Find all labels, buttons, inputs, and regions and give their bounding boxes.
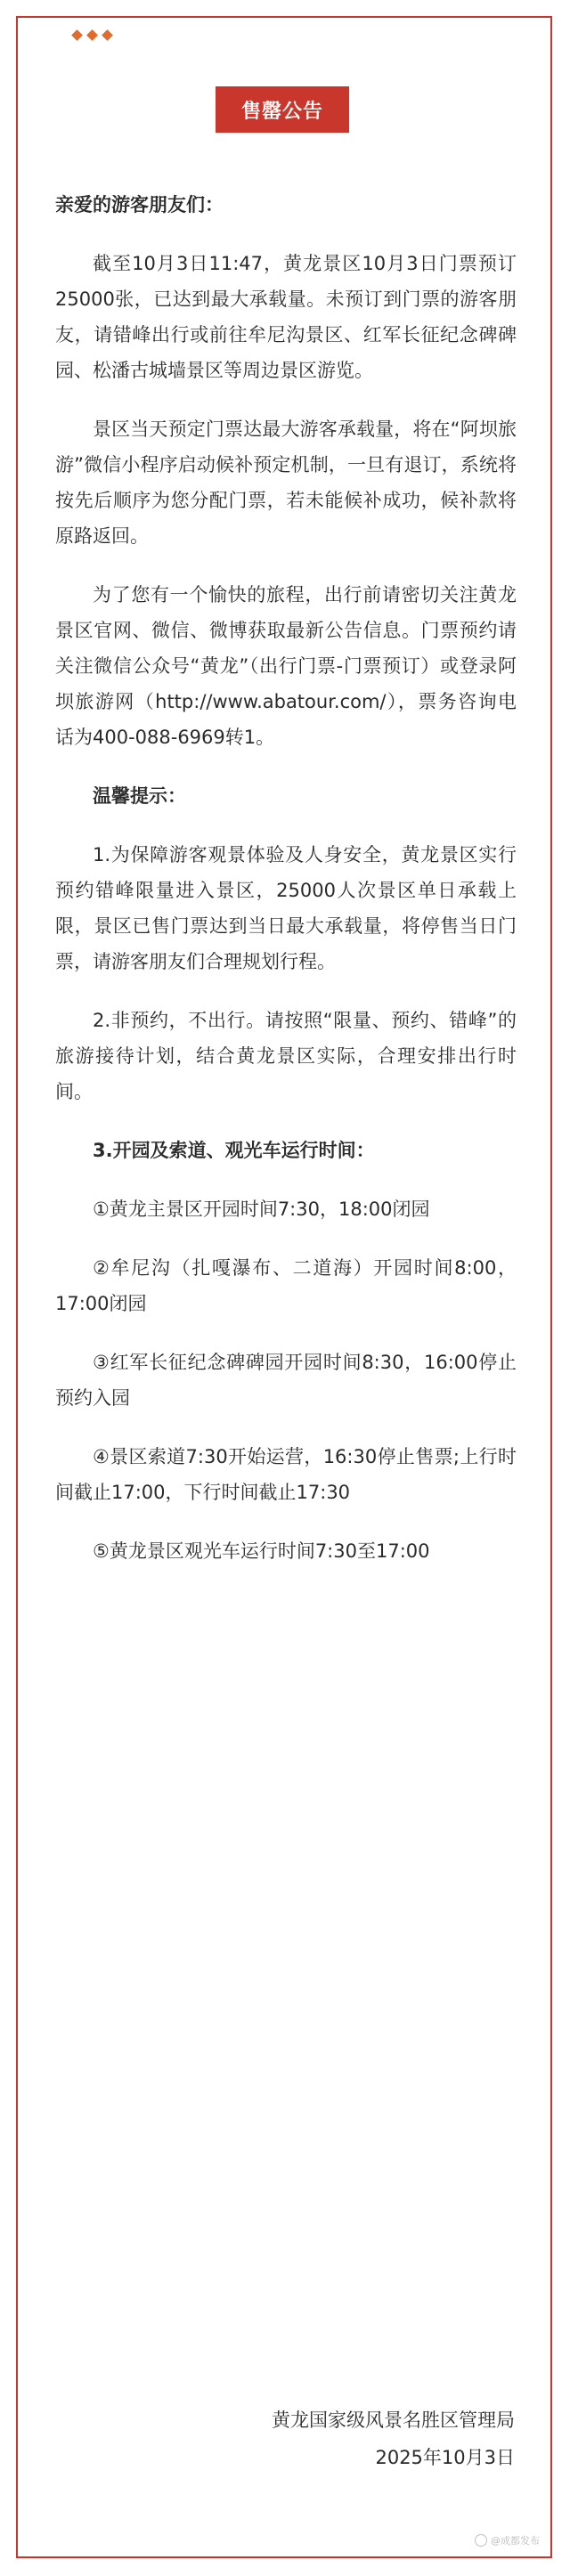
signature-date: 2025年10月3日 (375, 2447, 515, 2468)
tip-item: 2.非预约，不出行。请按照“限量、预约、错峰”的旅游接待计划，结合黄龙景区实际，合理安排出行时间。 (55, 1010, 517, 1102)
notice-title-badge: 售罄公告 (216, 86, 349, 133)
paragraph-waitlist: 景区当天预定门票达最大游客承载量，将在“阿坝旅游”微信小程序启动候补预定机制，一旦有退订，系统将按先后顺序为您分配门票，若未能候补成功，候补款将原路返回。 (55, 418, 517, 547)
diamond-dot-icon (86, 29, 98, 41)
notice-body (55, 187, 517, 1592)
tips-heading: 温馨提示： (93, 785, 186, 807)
tip-item: 1.为保障游客观景体验及人身安全，黄龙景区实行预约错峰限量进入景区，25000人次景区单日承载上限，景区已售门票达到当日最大承载量，将停售当日门票，请游客朋友们合理规划行程。 (55, 844, 517, 972)
schedule-item: ④景区索道7:30开始运营，16:30停止售票;上行时间截止17:00，下行时间截止17:30 (55, 1446, 517, 1503)
decorative-dots (64, 23, 120, 46)
diamond-dot-icon (102, 29, 113, 41)
watermark-text: @成都发布 (491, 2535, 540, 2547)
diamond-dot-icon (71, 29, 83, 41)
watermark (475, 2533, 540, 2548)
schedule-item: ⑤黄龙景区观光车运行时间7:30至17:00 (93, 1540, 430, 1562)
schedule-item: ②牟尼沟（扎嘎瀑布、二道海）开园时间8:00，17:00闭园 (55, 1257, 517, 1314)
signature-block (272, 2401, 515, 2476)
signature-org: 黄龙国家级风景名胜区管理局 (272, 2409, 515, 2431)
schedule-item: ①黄龙主景区开园时间7:30，18:00闭园 (93, 1199, 430, 1220)
greeting: 亲爱的游客朋友们： (55, 194, 224, 215)
paragraph-contact: 为了您有一个愉快的旅程，出行前请密切关注黄龙景区官网、微信、微博获取最新公告信息。门票预约请关注微信公众号“黄龙”（出行门票-门票预订）或登录阿坝旅游网（http://www.abatour.com/），票务咨询电话为400-088-6969转1。 (55, 584, 517, 748)
schedule-item: ③红军长征纪念碑碑园开园时间8:30，16:00停止预约入园 (55, 1352, 517, 1409)
schedule-heading: 3.开园及索道、观光车运行时间： (93, 1140, 375, 1161)
weibo-icon (475, 2534, 487, 2547)
paragraph-sold-out: 截至10月3日11:47，黄龙景区10月3日门票预订25000张，已达到最大承载量。未预订到门票的游客朋友，请错峰出行或前往牟尼沟景区、红军长征纪念碑碑园、松潘古城墙景区等周边景区游览。 (55, 253, 517, 381)
